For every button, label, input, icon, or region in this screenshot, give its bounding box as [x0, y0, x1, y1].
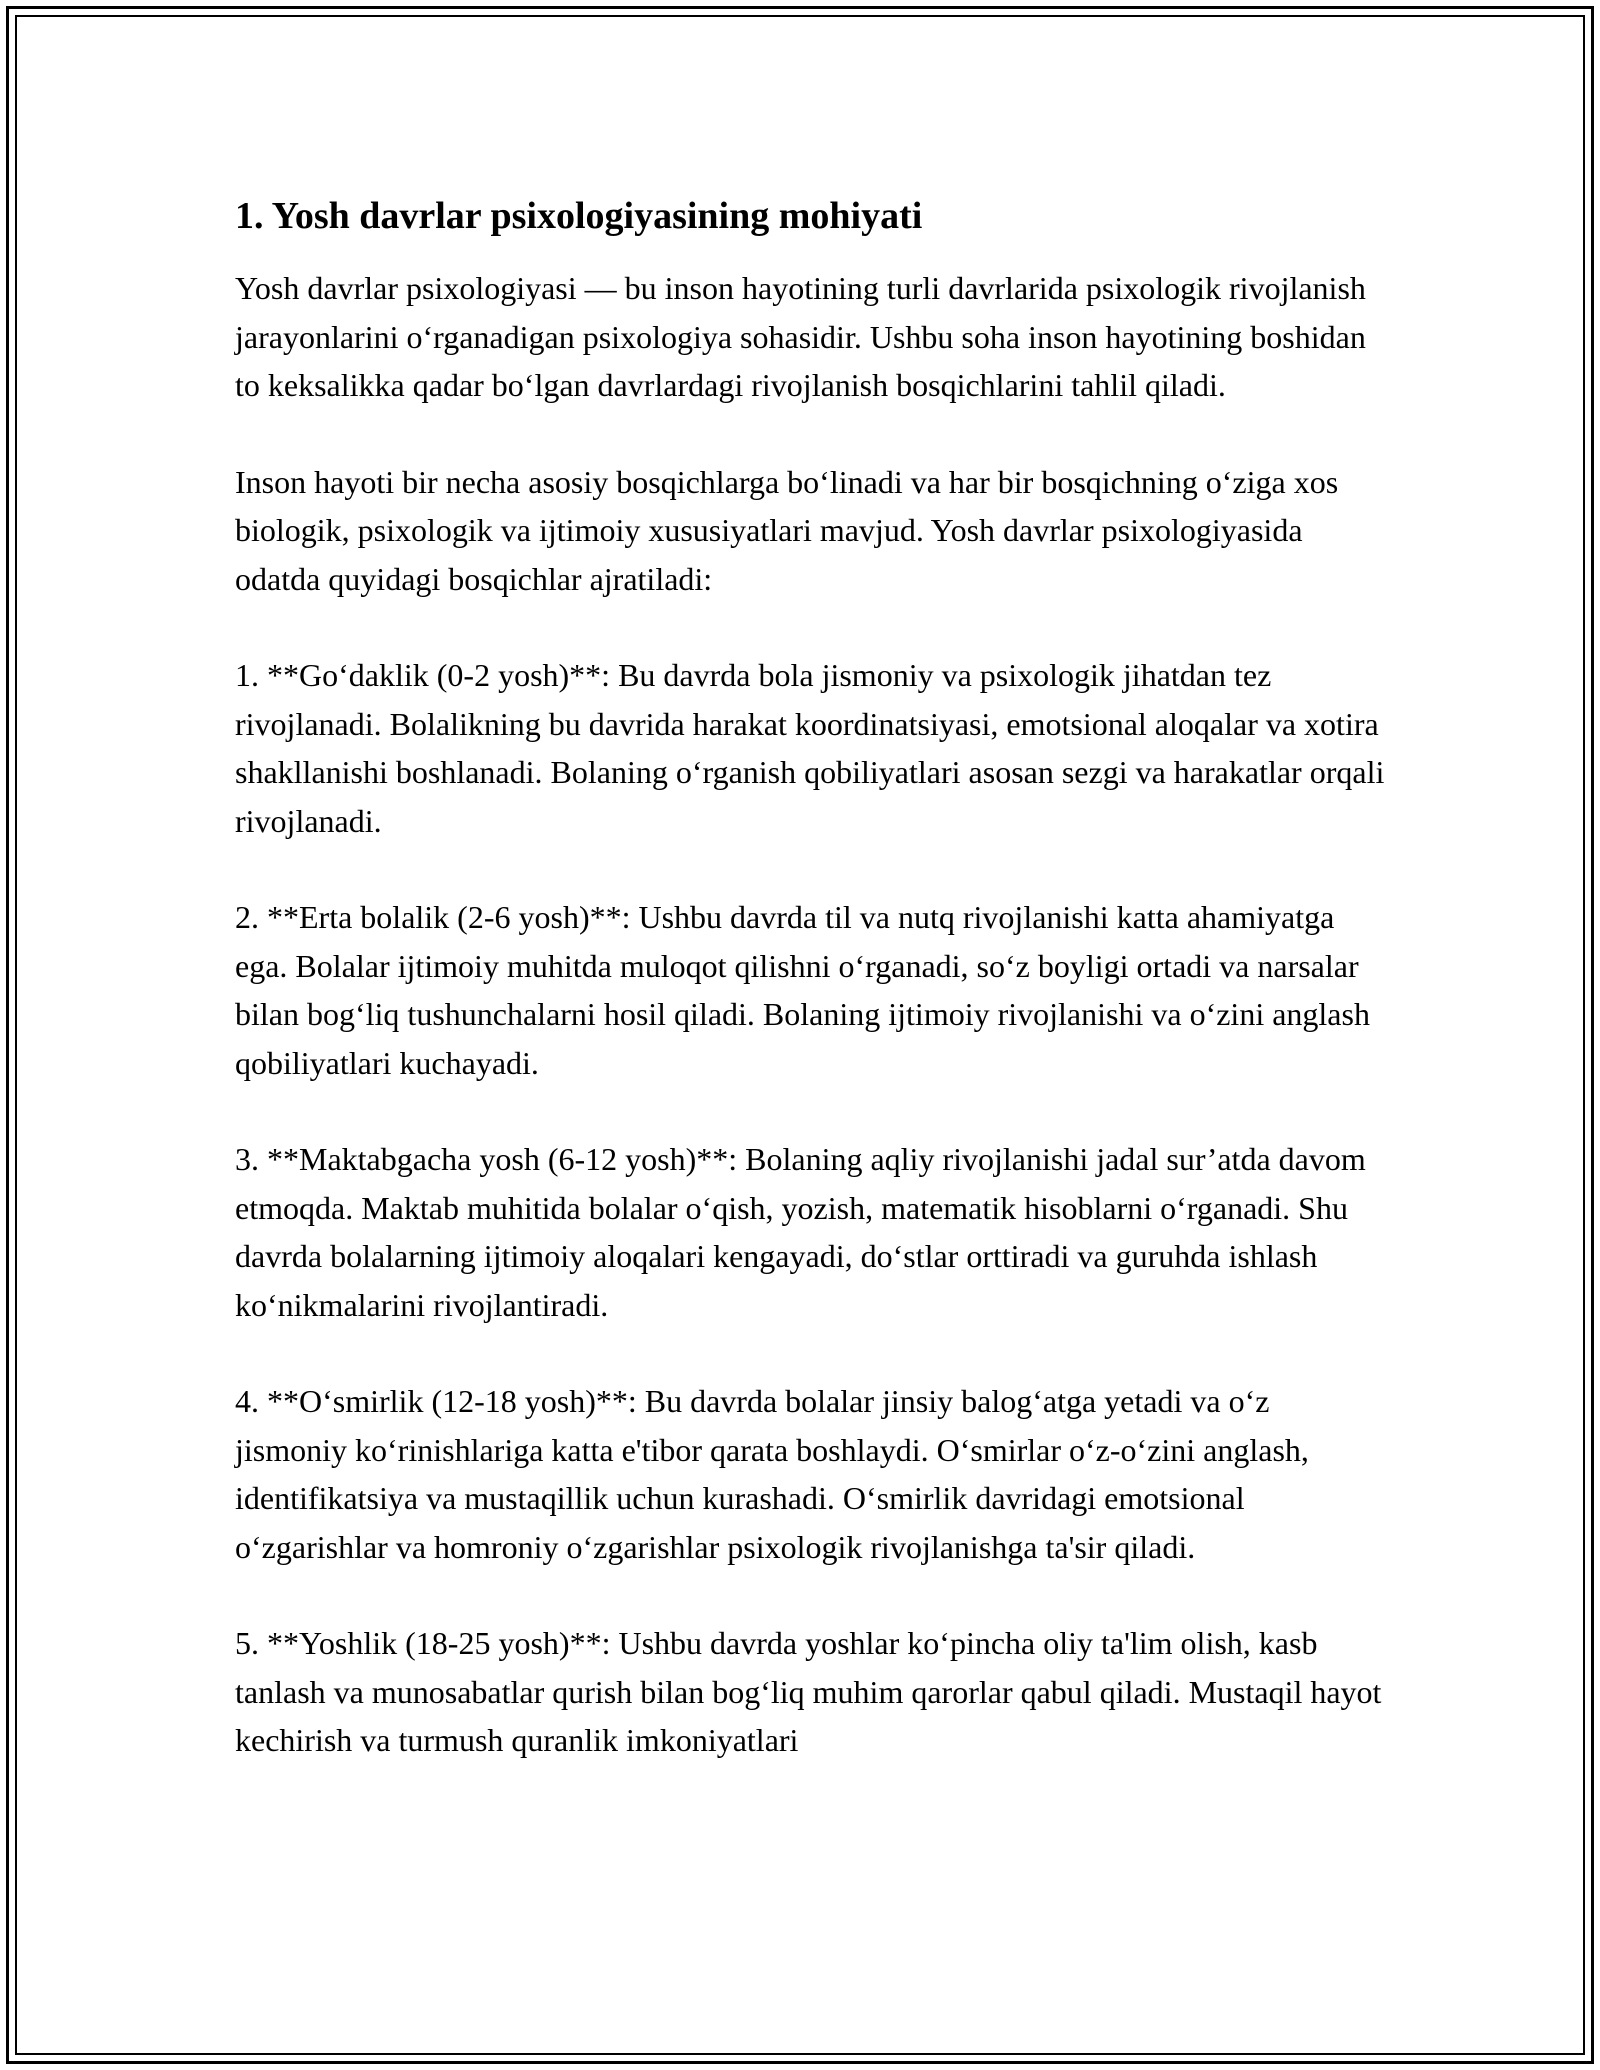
paragraph-stage-infancy: 1. **Go‘daklik (0-2 yosh)**: Bu davrda bola jismoniy va psixologik jihatdan tez rivojlanadi. Bolalikning bu davrida harakat koordinatsiyasi, emotsional aloqalar va xotira shakllanishi boshlanadi. Bolaning o‘rganish qobiliyatlari asosan sezgi va harakatlar orqali rivojlanadi.	[235, 657, 1385, 839]
paragraph-stage-school-age: 3. **Maktabgacha yosh (6-12 yosh)**: Bolaning aqliy rivojlanishi jadal sur’atda davom etmoqda. Maktab muhitida bolalar o‘qish, yozish, matematik hisoblarni o‘rganadi. Shu davrda bolalarning ijtimoiy aloqalari kengayadi, do‘stlar orttiradi va guruhda ishlash ko‘nikmalarini rivojlantiradi.	[235, 1141, 1366, 1323]
paragraph-intro: Yosh davrlar psixologiyasi — bu inson hayotining turli davrlarida psixologik rivojlanish jarayonlarini o‘rganadigan psixologiya sohasidir. Ushbu soha inson hayotining boshidan to keksalikka qadar bo‘lgan davrlardagi rivojlanish bosqichlarini tahlil qiladi.	[235, 270, 1366, 403]
paragraph-stages-intro: Inson hayoti bir necha asosiy bosqichlarga bo‘linadi va har bir bosqichning o‘ziga xos biologik, psixologik va ijtimoiy xususiyatlari mavjud. Yosh davrlar psixologiyasida odatda quyidagi bosqichlar ajratiladi:	[235, 463, 1339, 597]
section-heading: 1. Yosh davrlar psixologiyasining mohiyati	[235, 195, 923, 237]
paragraph-stage-adolescence: 4. **O‘smirlik (12-18 yosh)**: Bu davrda bolalar jinsiy balog‘atga yetadi va o‘z jismoniy ko‘rinishlariga katta e'tibor qarata boshlaydi. O‘smirlar o‘z-o‘zini anglash, identifikatsiya va mustaqillik uchun kurashadi. O‘smirlik davridagi emotsional o‘zgarishlar va homroniy o‘zgarishlar psixologik rivojlanishga ta'sir qiladi.	[235, 1383, 1309, 1565]
paragraph-stage-early-childhood: 2. **Erta bolalik (2-6 yosh)**: Ushbu davrda til va nutq rivojlanishi katta ahamiyatga ega. Bolalar ijtimoiy muhitda muloqot qilishni o‘rganadi, so‘z boyligi ortadi va narsalar bilan bog‘liq tushunchalarni hosil qiladi. Bolaning ijtimoiy rivojlanishi va o‘zini anglash qobiliyatlari kuchayadi.	[235, 899, 1370, 1081]
document-body	[235, 188, 1385, 1765]
paragraph-stage-youth: 5. **Yoshlik (18-25 yosh)**: Ushbu davrda yoshlar ko‘pincha oliy ta'lim olish, kasb tanlash va munosabatlar qurish bilan bog‘liq muhim qarorlar qabul qiladi. Mustaqil hayot kechirish va turmush quranlik imkoniyatlari	[235, 1625, 1382, 1758]
